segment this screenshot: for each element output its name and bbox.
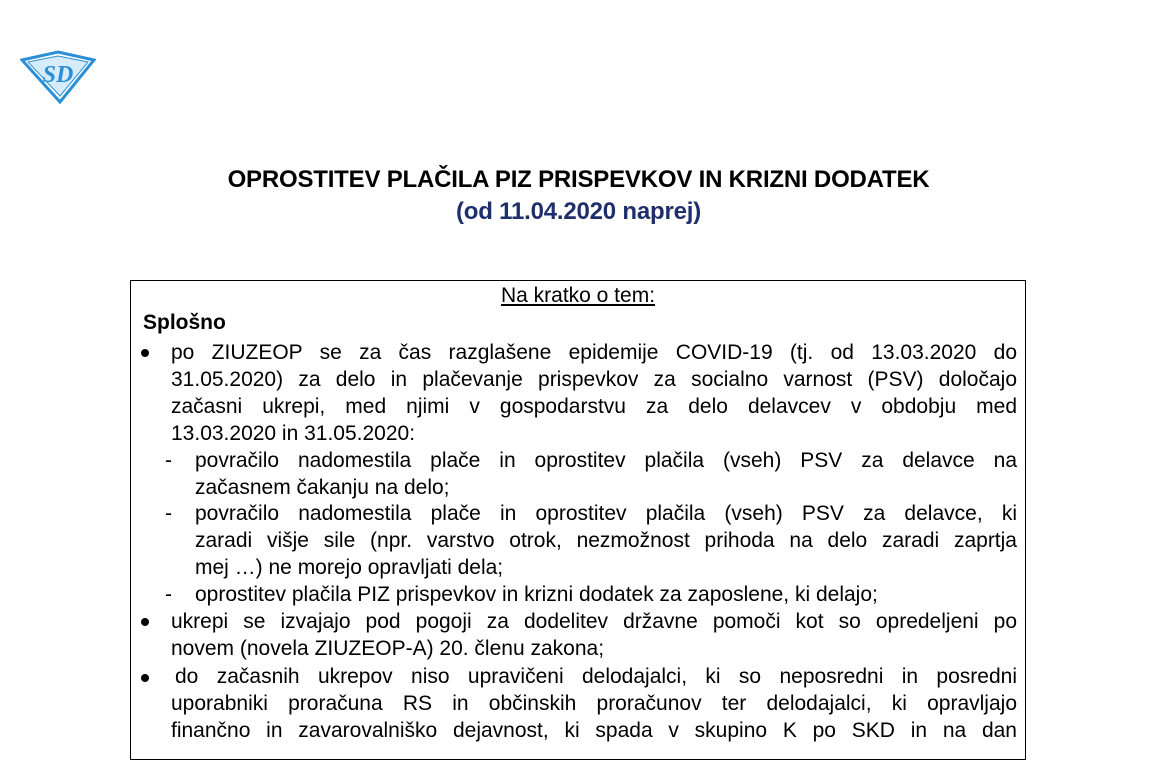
text-line: začasnem čakanju na delo; [195, 476, 450, 499]
bullet-icon [141, 349, 149, 357]
dash-marker: - [165, 502, 172, 525]
text-line: uporabniki proračuna RS in občinskih proračunov ter delodajalci, ki opravljajo [171, 692, 1017, 715]
text-line: ukrepi se izvajajo pod pogoji za dodelitev državne pomoči kot so opredeljeni po [171, 610, 1017, 633]
bullet-icon [141, 674, 149, 682]
text-line: do začasnih ukrepov niso upravičeni delodajalci, ki so neposredni in posredni [175, 665, 1017, 688]
text-line: mej …) ne morejo opravljati dela; [195, 556, 504, 579]
text-line: finančno in zavarovalniško dejavnost, ki spada v skupino K po SKD in na dan [171, 719, 1017, 742]
sd-logo-icon [20, 50, 96, 104]
bullet-icon [141, 618, 149, 626]
summary-heading: Na kratko o tem: [500, 284, 656, 307]
text-line: po ZIUZEOP se za čas razglašene epidemije COVID-19 (tj. od 13.03.2020 do [171, 341, 1017, 364]
text-line: novem (novela ZIUZEOP-A) 20. členu zakona; [171, 637, 605, 660]
text-line: 13.03.2020 in 31.05.2020: [171, 422, 416, 445]
summary-box [130, 280, 1026, 760]
dash-marker: - [165, 449, 172, 472]
document-subtitle: (od 11.04.2020 naprej) [455, 198, 702, 225]
document-title: OPROSTITEV PLAČILA PIZ PRISPEVKOV IN KRIZNI DODATEK [227, 166, 930, 193]
svg-text:SD: SD [42, 62, 74, 88]
text-line: začasni ukrepi, med njimi v gospodarstvu za delo delavcev v obdobju med [171, 395, 1017, 418]
text-line: 31.05.2020) za delo in plačevanje prispevkov za socialno varnost (PSV) določajo [171, 368, 1017, 391]
dash-marker: - [165, 583, 172, 606]
section-title: Splošno [143, 311, 226, 334]
text-line: zaradi višje sile (npr. varstvo otrok, nezmožnost prihoda na delo zaradi zaprtja [195, 529, 1017, 552]
text-line: povračilo nadomestila plače in oprostitev plačila (vseh) PSV za delavce, ki [195, 502, 1017, 525]
text-line: oprostitev plačila PIZ prispevkov in krizni dodatek za zaposlene, ki delajo; [195, 583, 878, 606]
text-line: povračilo nadomestila plače in oprostitev plačila (vseh) PSV za delavce na [195, 449, 1017, 472]
